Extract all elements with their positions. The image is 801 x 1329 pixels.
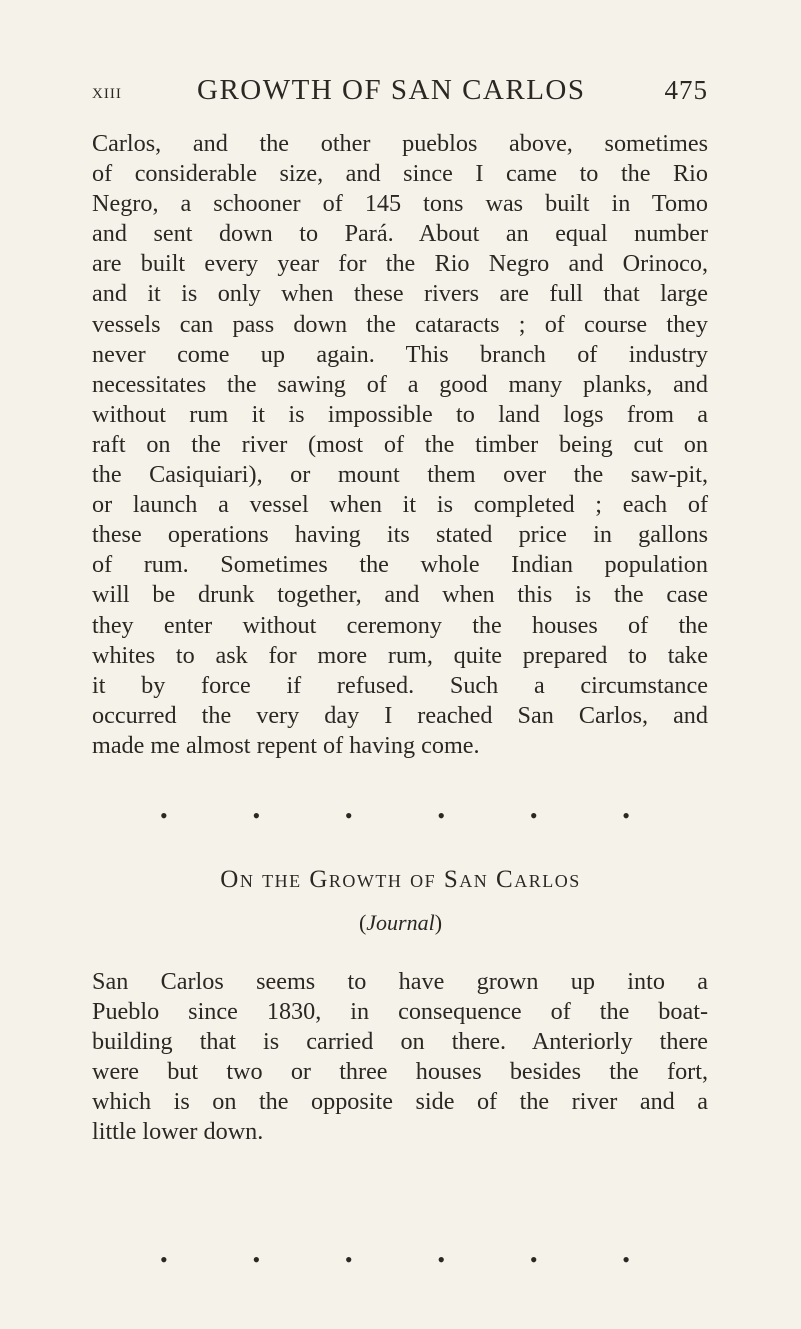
ellipsis-dot: •: [622, 1247, 630, 1272]
ellipsis-dot: •: [160, 803, 168, 828]
source-note-close-paren: ): [434, 910, 443, 935]
ellipsis-divider: [160, 803, 630, 829]
text-line: Negro, a schooner of 145 tons was built in Tomo: [92, 190, 708, 218]
text-line: whites to ask for more rum, quite prepared to take: [92, 641, 708, 669]
source-note-open-paren: (: [358, 910, 367, 935]
text-line: it by force if refused. Such a circumstance: [92, 671, 708, 699]
ellipsis-dot: •: [252, 803, 261, 828]
ellipsis-dot: •: [344, 1247, 353, 1272]
paragraph-2: [92, 967, 708, 1148]
text-line: are built every year for the Rio Negro and Orinoco,: [92, 250, 708, 278]
text-line: without rum it is impossible to land logs from a: [92, 400, 708, 428]
ellipsis-dot: •: [529, 803, 538, 828]
text-line: never come up again. This branch of industry: [92, 340, 708, 368]
text-line: of considerable size, and since I came to the Rio: [92, 160, 708, 188]
text-line: occurred the very day I reached San Carlos, and: [92, 701, 708, 729]
ellipsis-dot: •: [622, 803, 630, 828]
chapter-number: XIII: [92, 86, 122, 102]
text-line: vessels can pass down the cataracts ; of course they: [92, 310, 708, 338]
text-line: of rum. Sometimes the whole Indian population: [92, 551, 708, 579]
ellipsis-dot: •: [160, 1247, 168, 1272]
text-line: Carlos, and the other pueblos above, sometimes: [92, 130, 708, 157]
text-line: and it is only when these rivers are full that large: [92, 280, 708, 308]
running-title: GROWTH OF SAN CARLOS: [197, 74, 586, 106]
ellipsis-dot: •: [344, 803, 353, 828]
ellipsis-dot: •: [437, 803, 446, 828]
source-note-text: Journal: [366, 910, 435, 935]
ellipsis-dot: •: [437, 1247, 446, 1272]
source-note: [0, 910, 801, 936]
paragraph-1: [92, 129, 708, 761]
text-line: were but two or three houses besides the fort,: [92, 1058, 708, 1086]
text-line: they enter without ceremony the houses of the: [92, 611, 708, 639]
text-line: made me almost repent of having come.: [92, 731, 480, 759]
text-line: San Carlos seems to have grown up into a: [92, 968, 708, 995]
text-line: which is on the opposite side of the river and a: [92, 1088, 708, 1116]
text-line: will be drunk together, and when this is the case: [92, 581, 708, 609]
section-heading: On the Growth of San Carlos: [220, 866, 581, 893]
text-line: Pueblo since 1830, in consequence of the boat-: [92, 998, 708, 1026]
text-line: building that is carried on there. Anteriorly there: [92, 1028, 708, 1056]
ellipsis-divider-end: [160, 1247, 630, 1273]
ellipsis-dot: •: [529, 1247, 538, 1272]
page-number: 475: [664, 75, 708, 105]
text-line: raft on the river (most of the timber being cut on: [92, 430, 708, 458]
text-line: these operations having its stated price in gallons: [92, 521, 708, 549]
text-line: and sent down to Pará. About an equal number: [92, 220, 708, 248]
text-line: little lower down.: [92, 1118, 264, 1146]
page-header: [92, 74, 708, 114]
text-line: necessitates the sawing of a good many planks, and: [92, 370, 708, 398]
ellipsis-dot: •: [252, 1247, 261, 1272]
text-line: the Casiquiari), or mount them over the saw-pit,: [92, 461, 708, 489]
text-line: or launch a vessel when it is completed ; each of: [92, 491, 708, 519]
